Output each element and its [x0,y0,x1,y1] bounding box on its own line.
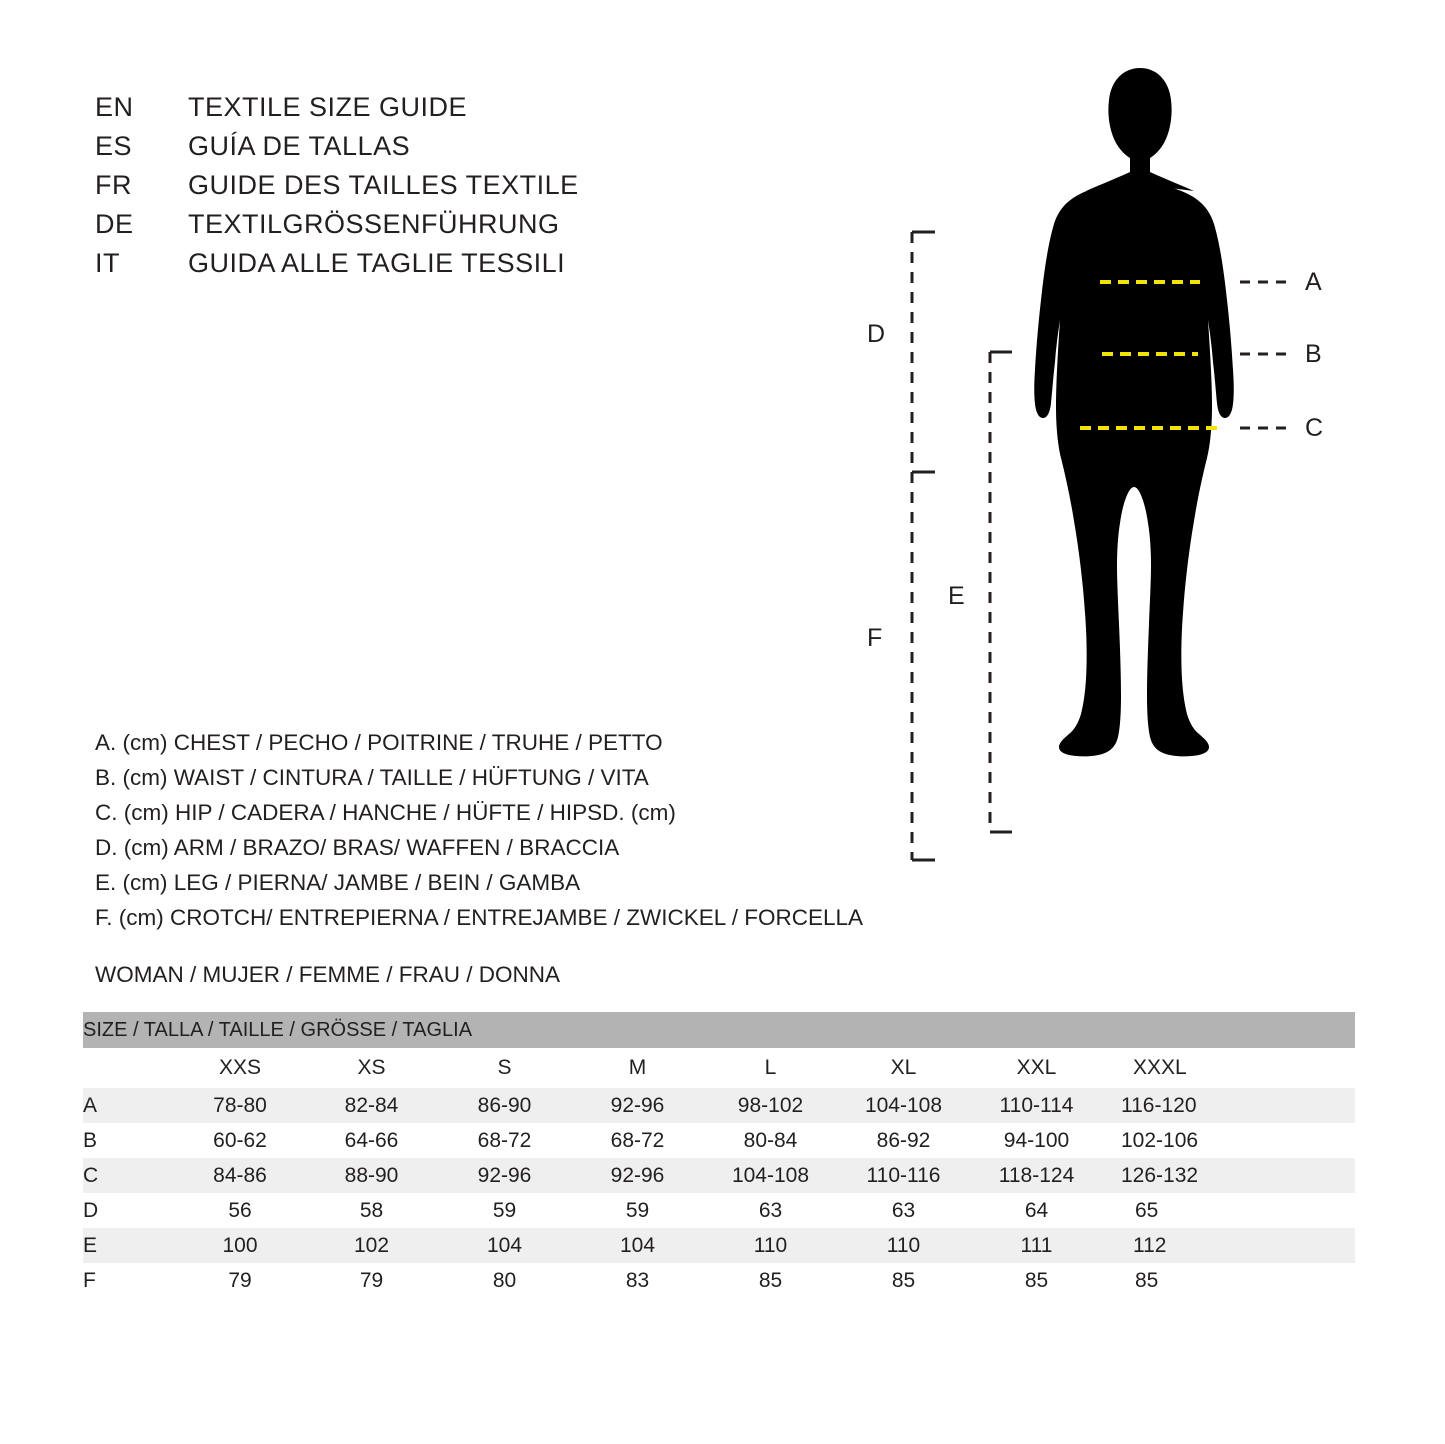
cell-c-l: 104-108 [704,1158,837,1193]
arm-dimension-bracket [912,232,935,472]
cell-b-xxs: 60-62 [175,1123,305,1158]
title-lang-es: ES [95,131,133,161]
cell-c-xs: 88-90 [305,1158,438,1193]
cell-f-s: 80 [438,1263,571,1298]
cell-e-l: 110 [704,1228,837,1263]
cell-a-l: 98-102 [704,1088,837,1123]
cell-f-xxs: 79 [175,1263,305,1298]
table-band-row [83,1012,1355,1048]
title-text-it: GUIDA ALLE TAGLIE TESSILI [188,248,566,278]
mark-letter-e: E [948,582,965,610]
cell-d-xs: 58 [305,1193,438,1228]
title-text-fr: GUIDE DES TAILLES TEXTILE [188,170,579,200]
cell-b-xs: 64-66 [305,1123,438,1158]
cell-e-m: 104 [571,1228,704,1263]
cell-c-m: 92-96 [571,1158,704,1193]
cell-a-m: 92-96 [571,1088,704,1123]
cell-f-xxxl: 85 [1103,1263,1355,1298]
cell-f-xxl: 85 [970,1263,1103,1298]
title-row [95,92,735,131]
legend-item-d: D. (cm) ARM / BRAZO/ BRAS/ WAFFEN / BRACCIA [95,835,620,860]
cell-c-xl: 110-116 [837,1158,970,1193]
size-band-label: SIZE / TALLA / TAILLE / GRÖSSE / TAGLIA [83,1012,1355,1048]
legend-item-e: E. (cm) LEG / PIERNA/ JAMBE / BEIN / GAMBA [95,870,581,895]
silhouette-diagram [840,60,1400,900]
cell-d-l: 63 [704,1193,837,1228]
cell-e-s: 104 [438,1228,571,1263]
table-row [83,1193,1355,1228]
gender-label: WOMAN / MUJER / FEMME / FRAU / DONNA [95,962,560,987]
size-table [83,1012,1355,1298]
title-text-de: TEXTILGRÖSSENFÜHRUNG [188,209,560,239]
title-row [95,248,735,287]
leg-dimension-bracket [990,352,1012,832]
title-lang-it: IT [95,248,120,278]
cell-e-xxxl: 112 [1103,1228,1355,1263]
legend-item-f: F. (cm) CROTCH/ ENTREPIERNA / ENTREJAMBE / ZWICKEL / FORCELLA [95,905,863,930]
cell-a-xxxl: 116-120 [1103,1088,1355,1123]
cell-f-xs: 79 [305,1263,438,1298]
cell-a-xxs: 78-80 [175,1088,305,1123]
row-label-b: B [83,1123,175,1158]
header-xxxl: XXXL [1103,1048,1355,1088]
header-s: S [438,1048,571,1088]
cell-b-xxl: 94-100 [970,1123,1103,1158]
title-row [95,209,735,248]
title-block [95,92,735,287]
row-label-f: F [83,1263,175,1298]
mark-letter-c: C [1305,414,1324,442]
title-lang-fr: FR [95,170,132,200]
cell-c-xxs: 84-86 [175,1158,305,1193]
header-m: M [571,1048,704,1088]
row-label-c: C [83,1158,175,1193]
header-xxl: XXL [970,1048,1103,1088]
table-row [83,1263,1355,1298]
mark-letter-b: B [1305,340,1322,368]
cell-c-xxl: 118-124 [970,1158,1103,1193]
legend-item-c: C. (cm) HIP / CADERA / HANCHE / HÜFTE / HIPSD. (cm) [95,800,676,825]
row-label-d: D [83,1193,175,1228]
cell-b-l: 80-84 [704,1123,837,1158]
title-row [95,170,735,209]
header-corner [83,1048,175,1088]
cell-a-xs: 82-84 [305,1088,438,1123]
cell-a-xxl: 110-114 [970,1088,1103,1123]
title-text-es: GUÍA DE TALLAS [188,131,411,161]
legend-item-a: A. (cm) CHEST / PECHO / POITRINE / TRUHE / PETTO [95,730,663,755]
cell-d-s: 59 [438,1193,571,1228]
cell-b-m: 68-72 [571,1123,704,1158]
cell-d-xl: 63 [837,1193,970,1228]
cell-d-xxl: 64 [970,1193,1103,1228]
table-row [83,1228,1355,1263]
legend-block [95,725,915,935]
cell-d-m: 59 [571,1193,704,1228]
cell-e-xs: 102 [305,1228,438,1263]
mark-letter-d: D [867,320,886,348]
cell-e-xxl: 111 [970,1228,1103,1263]
legend-item-b: B. (cm) WAIST / CINTURA / TAILLE / HÜFTUNG / VITA [95,765,649,790]
table-header-row [83,1048,1355,1088]
cell-b-xl: 86-92 [837,1123,970,1158]
header-xxs: XXS [175,1048,305,1088]
cell-c-xxxl: 126-132 [1103,1158,1355,1193]
female-silhouette-icon [1034,68,1234,756]
cell-f-xl: 85 [837,1263,970,1298]
cell-d-xxxl: 65 [1103,1193,1355,1228]
cell-a-s: 86-90 [438,1088,571,1123]
cell-c-s: 92-96 [438,1158,571,1193]
row-label-a: A [83,1088,175,1123]
crotch-dimension-bracket [912,472,935,860]
title-lang-de: DE [95,209,134,239]
title-row [95,131,735,170]
table-row [83,1088,1355,1123]
title-lang-en: EN [95,92,134,122]
header-xl: XL [837,1048,970,1088]
cell-e-xxs: 100 [175,1228,305,1263]
cell-b-xxxl: 102-106 [1103,1123,1355,1158]
cell-e-xl: 110 [837,1228,970,1263]
cell-b-s: 68-72 [438,1123,571,1158]
mark-letter-f: F [867,624,883,652]
table-row [83,1158,1355,1193]
cell-f-l: 85 [704,1263,837,1298]
row-label-e: E [83,1228,175,1263]
header-l: L [704,1048,837,1088]
cell-f-m: 83 [571,1263,704,1298]
cell-a-xl: 104-108 [837,1088,970,1123]
title-text-en: TEXTILE SIZE GUIDE [188,92,468,122]
measurement-figure [840,60,1400,900]
table-row [83,1123,1355,1158]
mark-letter-a: A [1305,268,1322,296]
cell-d-xxs: 56 [175,1193,305,1228]
header-xs: XS [305,1048,438,1088]
